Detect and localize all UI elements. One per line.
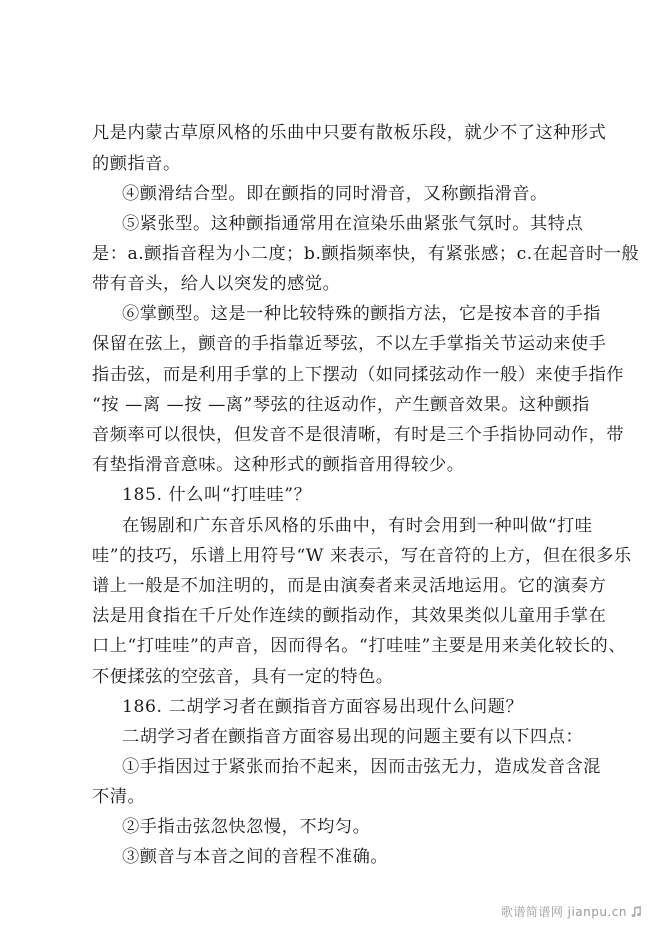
text-line: 哇”的技巧，乐谱上用符号“W 来表示，写在音符的上方，但在很多乐: [92, 546, 632, 566]
text-line: 二胡学习者在颤指音方面容易出现的问题主要有以下四点：: [122, 727, 584, 747]
watermark: [501, 903, 643, 920]
text-line: 音频率可以很快，但发音不是很清晰，有时是三个手指协同动作，带: [92, 425, 625, 445]
text-line: 带有音头，给人以突发的感觉。: [92, 274, 341, 294]
text-line: 凡是内蒙古草原风格的乐曲中只要有散板乐段，就少不了这种形式: [92, 123, 607, 143]
text-line: 保留在弦上，颤音的手指靠近琴弦，不以左手掌指关节运动来使手: [92, 334, 607, 354]
text-line: 谱上一般是不加注明的，而是由演奏者来灵活地运用。它的演奏方: [92, 576, 607, 596]
text-line: ②手指击弦忽快忽慢，不均匀。: [122, 817, 371, 837]
text-line: “按 —离 —按 —离”琴弦的往返动作，产生颤音效果。这种颤指: [92, 395, 590, 415]
text-line: 的颤指音。: [92, 154, 181, 174]
text-line: 不清。: [92, 787, 146, 807]
text-line: ①手指因过于紧张而抬不起来，因而击弦无力，造成发音含混: [122, 757, 601, 777]
question-heading: 186. 二胡学习者在颤指音方面容易出现什么问题？: [122, 697, 524, 717]
text-line: 不便揉弦的空弦音，具有一定的特色。: [92, 667, 394, 687]
music-note-icon: [629, 906, 643, 918]
text-line: ④颤滑结合型。即在颤指的同时滑音，又称颤指滑音。: [122, 184, 548, 204]
text-line: 口上“打哇哇”的声音，因而得名。“打哇哇”主要是用来美化较长的、: [92, 636, 626, 656]
text-line: ⑤紧张型。这种颤指通常用在渲染乐曲紧张气氛时。其特点: [122, 214, 584, 234]
text-line: 指击弦，而是利用手掌的上下摆动（如同揉弦动作一般）来使手指作: [92, 365, 625, 385]
text-line: 有垫指滑音意味。这种形式的颤指音用得较少。: [92, 455, 465, 475]
text-line: 在锡剧和广东音乐风格的乐曲中，有时会用到一种叫做“打哇: [122, 516, 593, 536]
text-line: ③颤音与本音之间的音程不准确。: [122, 847, 389, 867]
text-line: 法是用食指在千斤处作连续的颤指动作，其效果类似儿童用手掌在: [92, 606, 607, 626]
question-heading: 185. 什么叫“打哇哇”？: [122, 485, 312, 505]
text-line: ⑥掌颤型。这是一种比较特殊的颤指方法，它是按本音的手指: [122, 304, 601, 324]
watermark-text: 歌谱简谱网 jianpu.cn: [500, 905, 627, 919]
text-line: 是：a.颤指音程为小二度；b.颤指频率快，有紧张感；c.在起音时一般: [92, 244, 640, 264]
